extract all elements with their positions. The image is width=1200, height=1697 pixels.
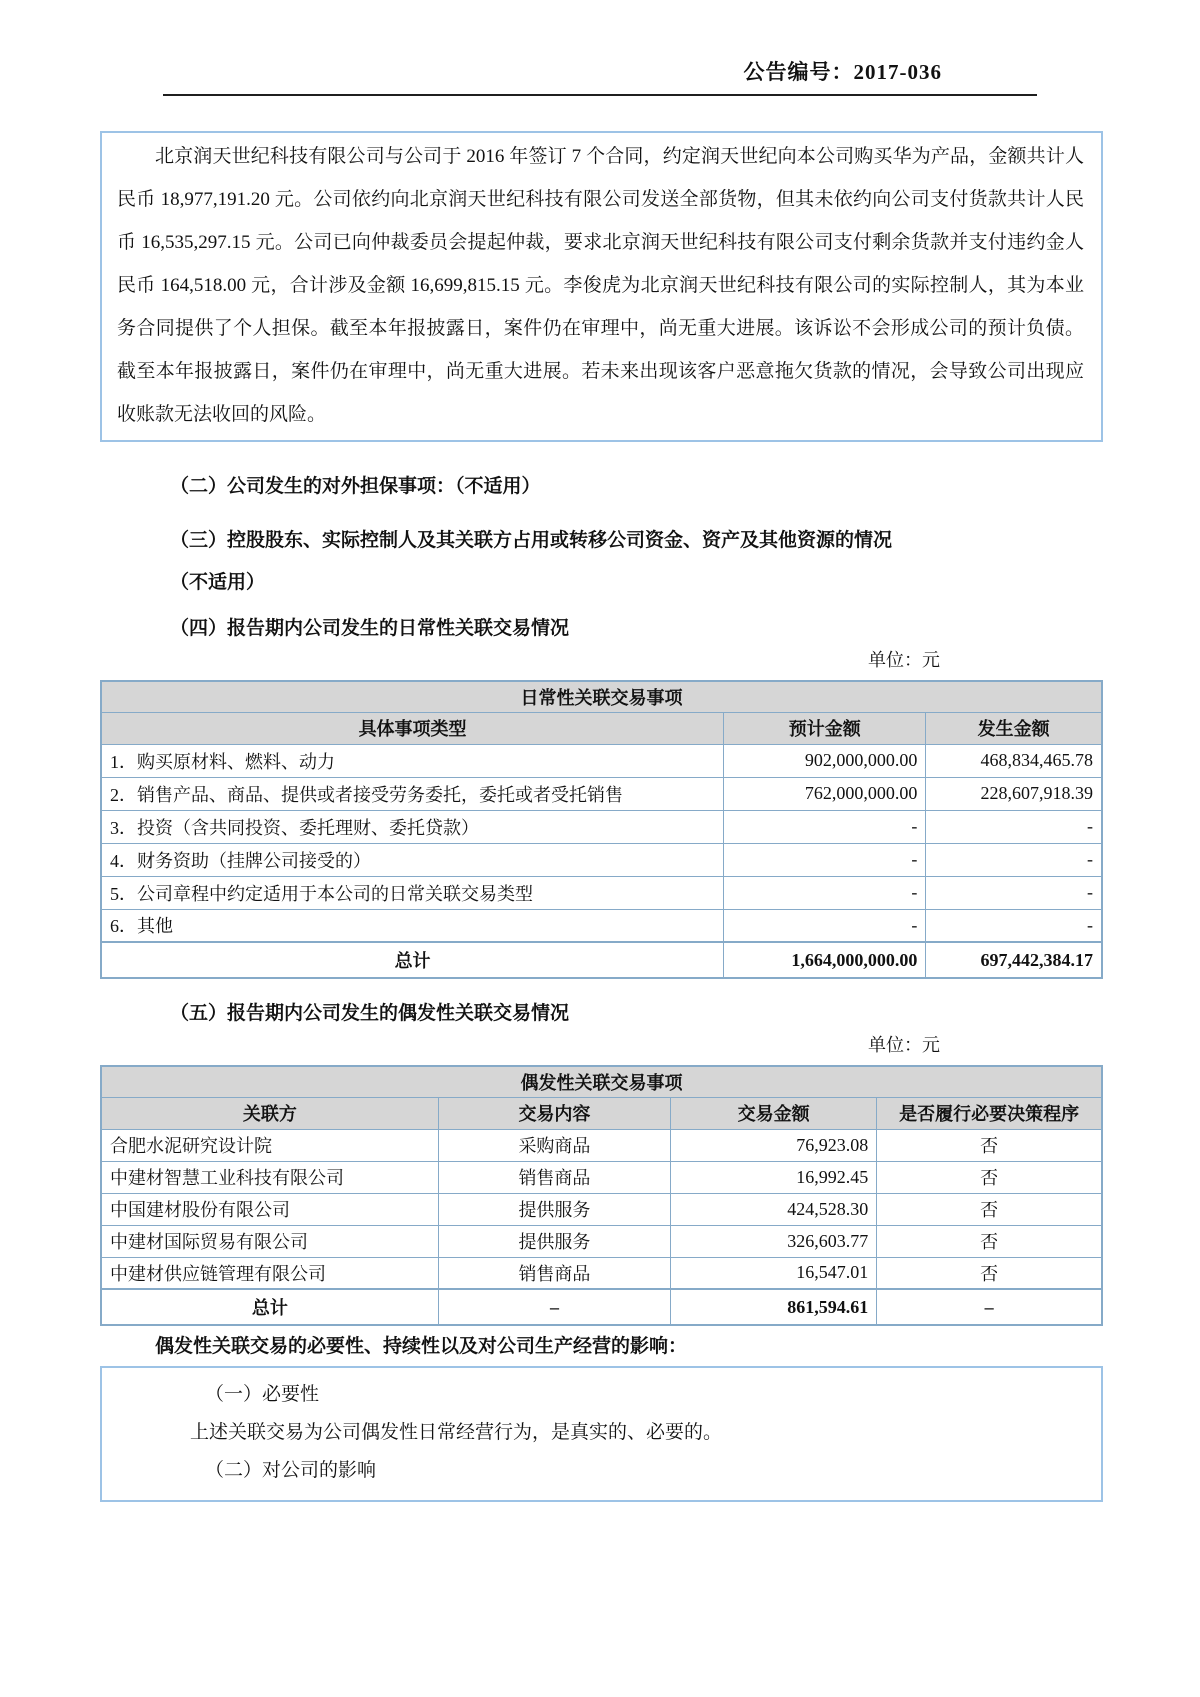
routine-related-transactions-table [100, 680, 1103, 979]
cell-item-type: 5．公司章程中约定适用于本公司的日常关联交易类型 [101, 876, 724, 909]
table1-col-header-actual: 发生金额 [926, 712, 1102, 744]
cell-actual-amount: - [926, 843, 1102, 876]
cell-expected-amount: - [724, 909, 926, 942]
table2-col-header-amount: 交易金额 [671, 1097, 877, 1129]
litigation-disclosure-box [100, 131, 1103, 442]
table-row [101, 1129, 1102, 1161]
cell-procedure-flag: 否 [877, 1225, 1102, 1257]
table-row [101, 843, 1102, 876]
section-heading-3-continued: （不适用） [170, 572, 266, 593]
cell-transaction-amount: 326,603.77 [671, 1225, 877, 1257]
total-label: 总计 [101, 942, 724, 978]
section-heading-2: （二）公司发生的对外担保事项：（不适用） [170, 476, 541, 497]
cell-item-type: 1．购买原材料、燃料、动力 [101, 744, 724, 777]
table1-header-row [101, 712, 1102, 744]
cell-transaction-content: 销售商品 [438, 1161, 670, 1193]
cell-transaction-content: 销售商品 [438, 1257, 670, 1289]
cell-transaction-content: 提供服务 [438, 1225, 670, 1257]
table2-header-row [101, 1097, 1102, 1129]
impact-line-effect-title: （二）对公司的影响 [205, 1460, 377, 1481]
occasional-related-transactions-table [100, 1065, 1103, 1326]
cell-expected-amount: - [724, 843, 926, 876]
cell-expected-amount: - [724, 876, 926, 909]
total-label: 总计 [101, 1289, 438, 1325]
table1-title-row [101, 681, 1102, 712]
impact-line-necessity-title: （一）必要性 [205, 1384, 320, 1405]
cell-item-type: 4．财务资助（挂牌公司接受的） [101, 843, 724, 876]
section-heading-5: （五）报告期内公司发生的偶发性关联交易情况 [170, 1003, 570, 1024]
litigation-paragraph: 北京润天世纪科技有限公司与公司于 2016 年签订 7 个合同，约定润天世纪向本公司购买华为产品，金额共计人民币 18,977,191.20 元。公司依约向北京润天世纪科技有限公司发送全部货物，但其未依约向公司支付货款共计人民币 16,535,297.15 元。公司已向仲裁委员会提起仲裁，要求北京润天世纪科技有限公司支付剩余货款并支付违约金人民币 164,518.00 元，合计涉及金额 16,699,815.15 元。李俊虎为北京润天世纪科技有限公司的实际控制人，其为本业务合同提供了个人担保。截至本年报披露日，案件仍在审理中，尚无重大进展。该诉讼不会形成公司的预计负债。截至本年报披露日，案件仍在审理中，尚无重大进展。若未来出现该客户恶意拖欠货款的情况，会导致公司出现应收账款无法收回的风险。 [117, 146, 1084, 425]
table2-col-header-content: 交易内容 [438, 1097, 670, 1129]
cell-transaction-content: 采购商品 [438, 1129, 670, 1161]
table-row [101, 777, 1102, 810]
cell-actual-amount: 468,834,465.78 [926, 744, 1102, 777]
section-heading-3: （三）控股股东、实际控制人及其关联方占用或转移公司资金、资产及其他资源的情况 [170, 530, 893, 551]
total-expected-amount: 1,664,000,000.00 [724, 942, 926, 978]
table-row [101, 744, 1102, 777]
cell-actual-amount: 228,607,918.39 [926, 777, 1102, 810]
cell-procedure-flag: 否 [877, 1193, 1102, 1225]
cell-transaction-content: 提供服务 [438, 1193, 670, 1225]
table-row [101, 810, 1102, 843]
table1-col-header-type: 具体事项类型 [101, 712, 724, 744]
cell-item-type: 6．其他 [101, 909, 724, 942]
cell-related-party: 合肥水泥研究设计院 [101, 1129, 438, 1161]
table2-col-header-party: 关联方 [101, 1097, 438, 1129]
table-row [101, 909, 1102, 942]
table1-total-row [101, 942, 1102, 978]
table2-col-header-procedure: 是否履行必要决策程序 [877, 1097, 1102, 1129]
cell-expected-amount: 902,000,000.00 [724, 744, 926, 777]
table1-col-header-expected: 预计金额 [724, 712, 926, 744]
table2-title: 偶发性关联交易事项 [101, 1066, 1102, 1097]
total-actual-amount: 697,442,384.17 [926, 942, 1102, 978]
cell-transaction-amount: 424,528.30 [671, 1193, 877, 1225]
cell-actual-amount: - [926, 909, 1102, 942]
cell-procedure-flag: 否 [877, 1161, 1102, 1193]
table-row [101, 1225, 1102, 1257]
table2-total-row [101, 1289, 1102, 1325]
cell-related-party: 中国建材股份有限公司 [101, 1193, 438, 1225]
impact-line-necessity-text: 上述关联交易为公司偶发性日常经营行为，是真实的、必要的。 [190, 1422, 723, 1443]
cell-item-type: 2．销售产品、商品、提供或者接受劳务委托，委托或者受托销售 [101, 777, 724, 810]
announcement-number: 公告编号：2017-036 [163, 56, 1037, 96]
cell-related-party: 中建材智慧工业科技有限公司 [101, 1161, 438, 1193]
cell-expected-amount: - [724, 810, 926, 843]
table2-title-row [101, 1066, 1102, 1097]
table-row [101, 1257, 1102, 1289]
unit-label-table2: 单位：元 [868, 1035, 940, 1055]
cell-expected-amount: 762,000,000.00 [724, 777, 926, 810]
table-row [101, 876, 1102, 909]
total-content-dash: – [438, 1289, 670, 1325]
table-row [101, 1161, 1102, 1193]
cell-item-type: 3．投资（含共同投资、委托理财、委托贷款） [101, 810, 724, 843]
total-transaction-amount: 861,594.61 [671, 1289, 877, 1325]
cell-related-party: 中建材国际贸易有限公司 [101, 1225, 438, 1257]
cell-transaction-amount: 76,923.08 [671, 1129, 877, 1161]
cell-transaction-amount: 16,992.45 [671, 1161, 877, 1193]
cell-procedure-flag: 否 [877, 1257, 1102, 1289]
cell-actual-amount: - [926, 810, 1102, 843]
impact-box [100, 1366, 1103, 1502]
cell-actual-amount: - [926, 876, 1102, 909]
cell-related-party: 中建材供应链管理有限公司 [101, 1257, 438, 1289]
table1-title: 日常性关联交易事项 [101, 681, 1102, 712]
total-procedure-dash: – [877, 1289, 1102, 1325]
cell-procedure-flag: 否 [877, 1129, 1102, 1161]
impact-section-heading: 偶发性关联交易的必要性、持续性以及对公司生产经营的影响： [155, 1336, 688, 1357]
cell-transaction-amount: 16,547.01 [671, 1257, 877, 1289]
table-row [101, 1193, 1102, 1225]
section-heading-4: （四）报告期内公司发生的日常性关联交易情况 [170, 618, 570, 639]
unit-label-table1: 单位：元 [868, 650, 940, 670]
